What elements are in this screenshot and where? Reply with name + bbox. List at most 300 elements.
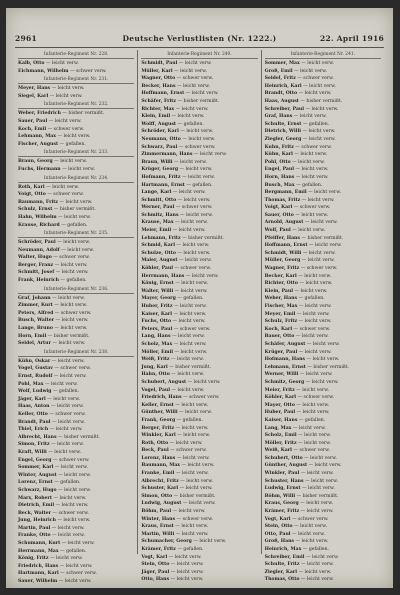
- entry-text: — bisher vermißt.: [46, 333, 90, 339]
- list-item: [18, 373, 134, 381]
- entry-text: — leicht verw.: [299, 471, 334, 477]
- entry-name: Maier, August: [141, 258, 178, 264]
- list-item: [141, 250, 257, 258]
- entry-text: — leicht verw.: [184, 273, 219, 279]
- entry-text: — schwer verw.: [175, 76, 214, 82]
- entry-name: Dietrich, Willi: [264, 129, 301, 135]
- entry-text: — bisher vermißt.: [299, 235, 344, 241]
- entry-name: Ernst, Rudolf: [18, 374, 53, 379]
- entry-text: — leicht verw.: [186, 379, 221, 385]
- entry-name: Engel, Paul: [264, 167, 294, 173]
- entry-text: — leicht verw.: [307, 243, 342, 249]
- entry-text: — leicht verw.: [178, 486, 213, 492]
- entry-name: Schmidt, Willi: [264, 250, 302, 256]
- entry-text: — leicht verw.: [303, 478, 338, 484]
- entry-name: Peters, Alfred: [18, 310, 54, 316]
- entry-name: Frank, Heinrich: [18, 278, 59, 284]
- entry-name: Schäfer, Fritz: [141, 98, 177, 104]
- entry-name: Schreiber, Paul: [264, 106, 305, 112]
- entry-name: Bauer, Otto: [264, 334, 295, 340]
- list-item: [141, 326, 257, 334]
- list-item: [265, 402, 381, 410]
- list-item: [265, 121, 381, 129]
- entry-name: Roth, Otto: [141, 440, 169, 446]
- list-item: [18, 141, 134, 149]
- list-item: [18, 68, 134, 76]
- entry-name: Kaiser, Karl: [141, 311, 172, 317]
- entry-text: — gefallen.: [297, 417, 326, 423]
- columns: [15, 50, 384, 585]
- list-item: [141, 333, 257, 341]
- entry-text: — gefallen.: [184, 182, 213, 188]
- list-item: [18, 403, 134, 411]
- entry-name: Becker, Hans: [141, 83, 176, 89]
- entry-text: — bisher vermißt.: [167, 364, 212, 370]
- list-item: [141, 341, 257, 349]
- list-item: [141, 182, 257, 190]
- list-item: [141, 440, 257, 448]
- list-item: [18, 555, 134, 563]
- list-item: [141, 364, 257, 372]
- entry-text: — leicht verw.: [50, 358, 85, 364]
- entry-text: — leicht verw.: [306, 190, 342, 196]
- entry-name: Wolff, August: [141, 121, 177, 127]
- entry-text: — leicht verw.: [56, 472, 92, 478]
- entry-name: Wagner, Fritz: [264, 266, 300, 272]
- list-item: [265, 333, 381, 341]
- entry-name: Hartmann, Karl: [18, 571, 59, 577]
- list-item: [265, 379, 381, 387]
- entry-name: Krüger, Paul: [264, 349, 298, 355]
- entry-name: Lehmann, Max: [18, 134, 57, 140]
- list-item: [141, 356, 257, 364]
- entry-name: Peters, Paul: [141, 326, 173, 332]
- list-item: [141, 523, 257, 531]
- entry-name: Sommer, Karl: [18, 465, 54, 471]
- entry-text: — schwer verw.: [175, 516, 214, 522]
- list-item: [265, 425, 381, 433]
- entry-name: Schmitz, Hans: [141, 212, 179, 218]
- entry-text: — leicht verw.: [173, 281, 209, 287]
- list-item: [265, 273, 381, 281]
- entry-text: — leicht verw.: [299, 577, 334, 583]
- list-item: [141, 227, 257, 235]
- entry-name: Lange, Bruno: [18, 326, 53, 332]
- entry-name: Hahn, Wilhelm: [18, 214, 57, 220]
- entry-name: Vogel, Gustav: [18, 366, 53, 372]
- entry-text: — leicht verw.: [50, 419, 85, 425]
- list-item: [141, 554, 257, 562]
- entry-text: — leicht verw.: [293, 212, 329, 218]
- list-item: [141, 83, 257, 91]
- entry-text: — schwer verw.: [181, 395, 220, 401]
- entry-text: — leicht verw.: [293, 167, 329, 173]
- entry-text: — leicht verw.: [178, 167, 213, 173]
- entry-name: Mayer, Georg: [141, 296, 176, 302]
- entry-text: — gefallen.: [294, 182, 323, 188]
- list-item: [265, 128, 381, 136]
- entry-text: — schwer verw.: [172, 266, 212, 272]
- entry-text: — leicht verw.: [300, 486, 335, 492]
- list-item: [141, 106, 257, 114]
- list-item: [141, 273, 257, 281]
- list-item: [18, 495, 134, 503]
- entry-text: — leicht verw.: [297, 91, 332, 97]
- list-item: [18, 247, 134, 255]
- entry-text: — leicht verw.: [49, 404, 84, 410]
- list-item: [265, 318, 381, 326]
- page-title: Deutsche Verlustlisten (Nr. 1222.): [122, 34, 277, 43]
- list-item: [18, 85, 134, 93]
- entry-name: Heinrich, Karl: [264, 83, 302, 89]
- section-heading: Infanterie-Regiment Nr. 228.: [18, 52, 134, 59]
- entry-name: Zimmermann, Hans: [141, 152, 193, 158]
- list-item: [265, 554, 381, 562]
- entry-name: Müller, Karl: [141, 68, 173, 74]
- entry-text: — leicht verw.: [290, 531, 325, 537]
- entry-name: Klein, Emil: [141, 114, 171, 120]
- list-item: [265, 531, 381, 539]
- entry-name: Weiß, Fritz: [141, 357, 170, 363]
- entry-name: Keller, Otto: [18, 411, 48, 417]
- entry-text: — leicht verw.: [184, 91, 219, 97]
- entry-name: Fuchs, Otto: [141, 319, 172, 325]
- list-item: [141, 90, 257, 98]
- entry-name: Horn, Hans: [264, 174, 295, 180]
- entry-name: Stein, Otto: [141, 562, 170, 568]
- entry-text: — leicht verw.: [169, 569, 204, 575]
- entry-name: Mayer, Otto: [264, 402, 295, 408]
- entry-name: Scholz, Emil: [264, 433, 297, 439]
- entry-name: Huber, Fritz: [141, 304, 173, 309]
- entry-text: — leicht verw.: [177, 410, 213, 416]
- list-item: [265, 136, 381, 144]
- entry-text: — leicht verw.: [50, 525, 85, 531]
- entry-text: — leicht verw.: [48, 556, 83, 562]
- entry-text: — leicht verw.: [177, 258, 212, 264]
- entry-text: — leicht verw.: [53, 465, 88, 471]
- entry-name: Frank, Georg: [141, 417, 176, 423]
- entry-text: — schwer verw.: [50, 510, 90, 516]
- list-item: [18, 570, 134, 578]
- list-item: [141, 219, 257, 227]
- entry-text: — leicht verw.: [295, 311, 330, 317]
- list-item: [18, 199, 134, 207]
- entry-name: Fischer, August: [18, 141, 59, 147]
- entry-text: — leicht verw.: [172, 159, 207, 165]
- entry-name: Schumacher, Georg: [141, 539, 192, 545]
- entry-text: — leicht verw.: [191, 539, 227, 545]
- entry-name: Huber, Paul: [264, 410, 296, 416]
- list-item: [18, 502, 134, 510]
- entry-name: Jäger, Karl: [18, 396, 46, 402]
- entry-text: — leicht verw.: [52, 159, 88, 165]
- list-item: [265, 500, 381, 508]
- entry-text: — schwer verw.: [177, 144, 216, 150]
- entry-text: — leicht verw.: [294, 387, 330, 393]
- entry-name: Walter, Hugo: [18, 255, 52, 261]
- entry-text: — leicht verw.: [303, 220, 338, 226]
- list-item: [265, 516, 381, 524]
- list-item: [265, 144, 381, 152]
- entry-name: Berger, Franz: [18, 262, 54, 268]
- entry-text: — bisher vermißt.: [172, 493, 216, 499]
- entry-name: Arnold, August: [264, 220, 304, 226]
- entry-name: Meier, Emil: [141, 228, 172, 234]
- list-item: [265, 235, 381, 243]
- entry-text: — leicht verw.: [47, 118, 82, 124]
- list-item: [265, 409, 381, 417]
- entry-name: Schreiber, Emil: [264, 554, 305, 560]
- entry-text: — leicht verw.: [174, 471, 209, 477]
- list-item: [141, 75, 257, 83]
- entry-name: Braun, Georg: [18, 159, 53, 165]
- entry-name: Thomas, Otto: [264, 577, 300, 583]
- entry-name: Busch, Max: [264, 182, 295, 188]
- entry-text: — gefallen.: [297, 296, 325, 302]
- list-item: [265, 182, 381, 190]
- entry-name: Sommer, Max: [264, 61, 300, 66]
- entry-text: — leicht verw.: [296, 569, 332, 575]
- entry-name: Seidel, Fritz: [264, 76, 296, 82]
- entry-text: — leicht verw.: [173, 288, 208, 294]
- entry-name: Schulte, Fritz: [264, 562, 300, 568]
- entry-name: Meyer, Emil: [264, 311, 296, 317]
- entry-text: — leicht verw.: [169, 357, 204, 363]
- list-item: [141, 470, 257, 478]
- entry-text: — leicht verw.: [175, 250, 211, 256]
- entry-name: Groß, Hans: [264, 539, 294, 545]
- list-item: [141, 136, 257, 144]
- entry-name: Schuster, Karl: [141, 486, 179, 492]
- entry-name: Böhm, Willi: [264, 493, 296, 499]
- entry-text: — leicht verw.: [305, 341, 340, 347]
- entry-name: Kraus, Georg: [264, 501, 299, 507]
- list-item: [141, 144, 257, 152]
- entry-text: — leicht verw.: [172, 304, 207, 309]
- entry-name: Schmitt, Otto: [141, 197, 177, 203]
- list-item: [141, 98, 257, 106]
- list-item: [141, 576, 257, 584]
- entry-text: — leicht verw.: [290, 159, 326, 165]
- list-item: [18, 269, 134, 277]
- section-heading: Infanterie-Regiment Nr. 236.: [18, 287, 134, 294]
- entry-text: — leicht verw.: [48, 93, 83, 99]
- entry-text: — leicht verw.: [294, 174, 329, 180]
- entry-text: — leicht verw.: [180, 463, 215, 469]
- entry-text: — leicht verw.: [292, 114, 327, 120]
- list-item: [141, 128, 257, 136]
- entry-name: Möller, Emil: [141, 349, 174, 355]
- entry-text: — leicht verw.: [298, 281, 333, 287]
- entry-text: — leicht verw.: [171, 319, 206, 325]
- entry-name: Hahn, Otto: [141, 372, 170, 378]
- entry-text: — schwer verw.: [53, 310, 92, 316]
- entry-name: Kraus, Ernst: [141, 524, 174, 530]
- entry-text: — leicht verw.: [54, 318, 89, 324]
- list-item: [18, 302, 134, 310]
- list-item: [141, 546, 257, 554]
- entry-text: — leicht verw.: [174, 243, 210, 249]
- entry-text: — bisher vermißt.: [298, 98, 343, 104]
- list-item: [265, 561, 381, 569]
- list-item: [265, 174, 381, 182]
- list-item: [265, 303, 381, 311]
- entry-text: — leicht verw.: [50, 86, 85, 92]
- list-item: [18, 277, 134, 285]
- column-3: [262, 50, 384, 583]
- entry-name: Engel, Georg: [18, 457, 52, 463]
- entry-text: — leicht verw.: [171, 509, 206, 515]
- entry-text: — schwer verw.: [52, 366, 91, 372]
- list-item: [141, 288, 257, 296]
- list-item: [265, 462, 381, 470]
- entry-name: Klein, Paul: [264, 288, 293, 294]
- entry-name: Krause, Richard: [18, 222, 60, 228]
- entry-name: Beck, Walter: [18, 510, 51, 516]
- list-item: [18, 191, 134, 199]
- list-item: [141, 447, 257, 455]
- entry-name: Seidel, Artur: [18, 341, 51, 347]
- list-item: [265, 326, 381, 334]
- list-item: [141, 569, 257, 577]
- list-item: [265, 98, 381, 106]
- entry-name: Ludwig, Ernst: [264, 486, 301, 492]
- entry-text: — leicht verw.: [173, 402, 209, 408]
- list-item: [265, 68, 381, 76]
- entry-text: — leicht verw.: [178, 212, 213, 218]
- entry-name: Winkler, Karl: [141, 433, 176, 439]
- list-item: [265, 219, 381, 227]
- entry-text: — leicht verw.: [59, 247, 95, 253]
- entry-name: Otto, Paul: [264, 531, 291, 537]
- list-item: [265, 280, 381, 288]
- entry-name: Köhler, Paul: [141, 266, 173, 272]
- entry-text: — leicht verw.: [174, 425, 209, 431]
- list-item: [18, 214, 134, 222]
- entry-name: Vogel, Paul: [141, 387, 171, 393]
- list-item: [265, 478, 381, 486]
- entry-name: Wagner, Otto: [141, 76, 176, 82]
- entry-text: — leicht verw.: [57, 579, 92, 585]
- entry-text: — gefallen.: [175, 417, 203, 423]
- entry-name: Albrecht, Fritz: [141, 478, 179, 484]
- entry-name: Haas, August: [264, 98, 299, 104]
- entry-name: Otto, Hans: [141, 577, 170, 583]
- entry-text: — leicht verw.: [171, 190, 206, 196]
- list-item: [18, 222, 134, 230]
- list-item: [265, 546, 381, 554]
- list-item: [141, 189, 257, 197]
- entry-text: — leicht verw.: [292, 524, 327, 530]
- entry-name: Schäfer, August: [264, 341, 306, 347]
- list-item: [18, 548, 134, 556]
- entry-text: — leicht verw.: [305, 357, 340, 363]
- entry-name: Herrmann, Hans: [141, 273, 185, 279]
- list-item: [265, 295, 381, 303]
- entry-name: Thomas, Fritz: [264, 197, 301, 203]
- entry-name: Krämer, Fritz: [264, 509, 300, 515]
- entry-text: — schwer verw.: [292, 326, 331, 332]
- list-item: [18, 532, 134, 540]
- entry-text: — leicht verw.: [297, 349, 332, 355]
- entry-text: — leicht verw.: [54, 503, 89, 509]
- list-item: [18, 254, 134, 262]
- entry-name: Weber, Friedrich: [18, 111, 61, 117]
- list-item: [141, 425, 257, 433]
- entry-name: Bergmann, Emil: [264, 190, 307, 196]
- entry-text: — bisher vermißt.: [56, 434, 100, 440]
- entry-text: — schwer verw.: [174, 205, 213, 211]
- entry-text: — leicht verw.: [49, 442, 84, 448]
- list-item: [265, 432, 381, 440]
- list-item: [141, 295, 257, 303]
- entry-text: — leicht verw.: [175, 455, 210, 461]
- list-item: [265, 83, 381, 91]
- entry-text: — leicht verw.: [171, 311, 207, 317]
- entry-name: Voigt, Otto: [18, 192, 46, 198]
- entry-name: Jäger, Paul: [141, 569, 170, 575]
- entry-text: — schwer verw.: [45, 192, 84, 198]
- section-heading: Infanterie-Regiment Nr. 233.: [18, 150, 134, 157]
- entry-text: — schwer verw.: [51, 255, 90, 261]
- entry-text: — leicht verw.: [60, 166, 96, 172]
- entry-name: Möller, Fritz: [264, 440, 297, 446]
- entry-name: Schmidt, Paul: [141, 61, 178, 66]
- list-item: [265, 576, 381, 584]
- entry-name: Hofmann, Fritz: [141, 174, 181, 180]
- list-item: [265, 349, 381, 357]
- entry-name: Jung, Karl: [141, 364, 168, 370]
- entry-name: Werner, Paul: [141, 205, 175, 211]
- entry-text: — bisher vermißt.: [305, 364, 350, 370]
- section-heading: Infanterie-Regiment Nr. 241.: [265, 52, 381, 59]
- list-item: [265, 470, 381, 478]
- entry-name: Neumann, Adolf: [18, 247, 60, 253]
- entry-name: Krämer, Fritz: [141, 547, 176, 552]
- list-item: [141, 311, 257, 319]
- entry-name: Kaiser, Hans: [264, 417, 298, 423]
- list-item: [18, 525, 134, 533]
- list-item: [141, 402, 257, 410]
- entry-text: — leicht verw.: [175, 433, 211, 439]
- entry-name: Schulz, Ernst: [18, 207, 53, 213]
- list-item: [265, 523, 381, 531]
- entry-text: — leicht verw.: [60, 541, 95, 547]
- list-item: [141, 197, 257, 205]
- entry-name: Zimmer, Kurt: [18, 303, 53, 309]
- entry-name: Jung, Heinrich: [18, 518, 56, 524]
- entry-name: Weiß, Karl: [264, 448, 292, 454]
- entry-name: Schmitt, Josef: [18, 270, 55, 276]
- list-item: [141, 303, 257, 311]
- list-item: [18, 464, 134, 472]
- entry-text: — leicht verw.: [169, 562, 204, 568]
- entry-text: — gefallen.: [59, 222, 88, 228]
- list-item: [265, 356, 381, 364]
- entry-text: — schwer verw.: [299, 266, 338, 272]
- entry-name: Schwarz, Hugo: [18, 487, 57, 493]
- entry-name: Kühn, Karl: [264, 152, 293, 158]
- entry-name: Sauer, Paul: [18, 118, 48, 124]
- list-item: [18, 472, 134, 480]
- list-item: [141, 516, 257, 524]
- entry-text: — leicht verw.: [51, 495, 87, 501]
- entry-name: Meier, Fritz: [264, 387, 295, 393]
- list-item: [18, 126, 134, 134]
- list-item: [141, 417, 257, 425]
- list-item: [18, 239, 134, 247]
